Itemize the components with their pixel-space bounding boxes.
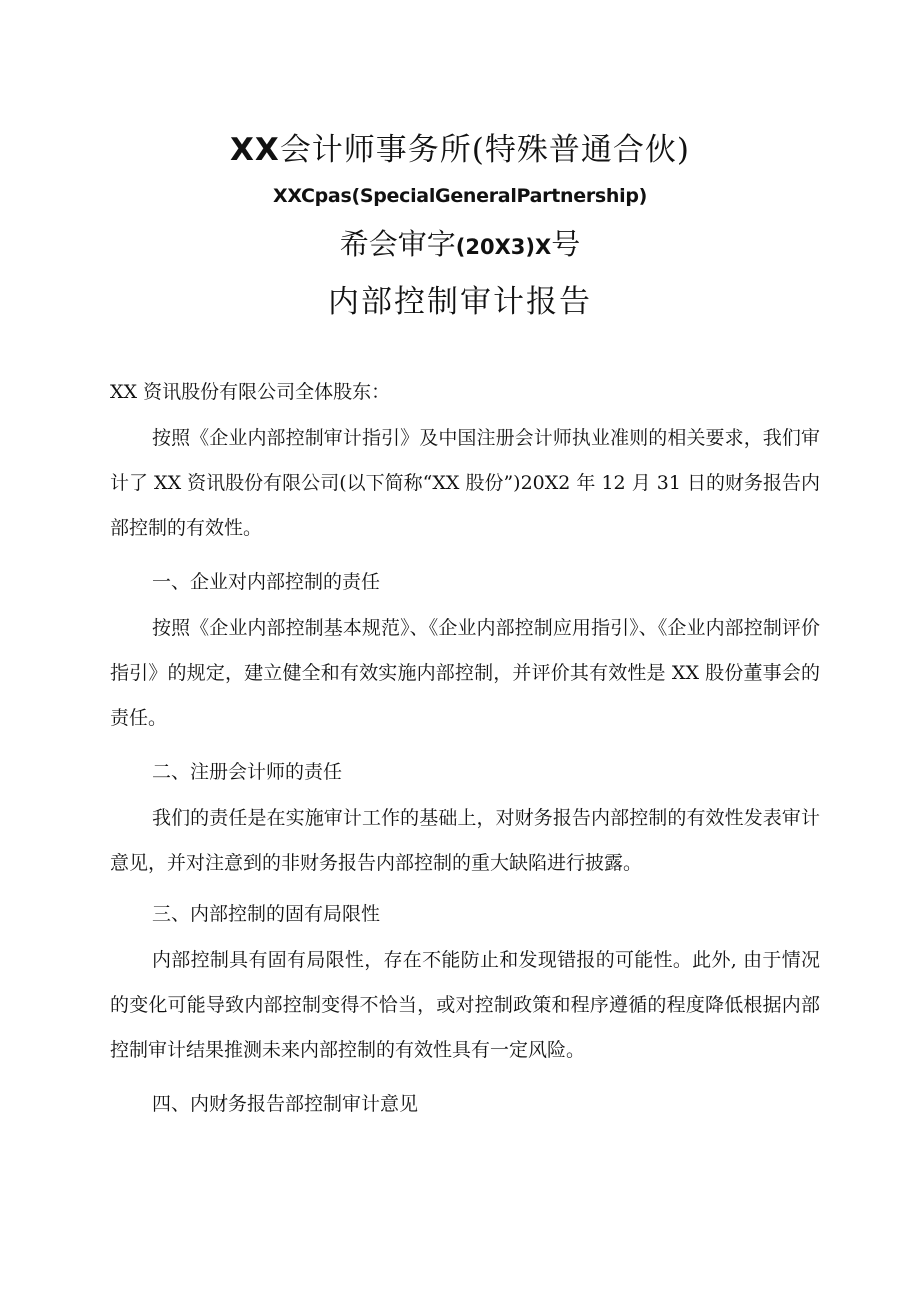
section-heading-4: 四、内财务报告部控制审计意见 — [152, 1093, 419, 1115]
reference-suffix: 号 — [551, 227, 581, 261]
reference-code: (20X3)X — [455, 235, 552, 259]
reference-prefix: 希会审字 — [339, 227, 456, 261]
section-heading-3: 三、内部控制的固有局限性 — [152, 903, 381, 925]
firm-name-cn — [0, 124, 920, 169]
firm-name-cn-text: 会计师事务所(特殊普通合伙) — [279, 132, 690, 168]
section-heading-2: 二、注册会计师的责任 — [152, 761, 343, 783]
firm-name-en: XXCpas(SpecialGeneralPartnership) — [272, 185, 648, 207]
salutation: XX 资讯股份有限公司全体股东： — [110, 381, 391, 403]
section-heading-1: 一、企业对内部控制的责任 — [152, 571, 381, 593]
intro-paragraph: 按照《企业内部控制审计指引》及中国注册会计师执业准则的相关要求，我们审计了 XX 资讯股份有限公司(以下简称“XX 股份”)20X2 年 12 月 31 日的财务报告内部控制的有效性。 — [110, 427, 820, 539]
section-text-3: 内部控制具有固有局限性，存在不能防止和发现错报的可能性。此外, 由于情况的变化可能导致内部控制变得不恰当，或对控制政策和程序遵循的程度降低根据内部控制审计结果推测未来内部控制的有效性具有一定风险。 — [110, 949, 820, 1061]
section-text-1: 按照《企业内部控制基本规范》、《企业内部控制应用指引》、《企业内部控制评价指引》的规定，建立健全和有效实施内部控制，并评价其有效性是 XX 股份董事会的责任。 — [110, 617, 820, 729]
reference-number — [0, 222, 920, 263]
section-text-2: 我们的责任是在实施审计工作的基础上，对财务报告内部控制的有效性发表审计意见，并对注意到的非财务报告内部控制的重大缺陷进行披露。 — [110, 807, 820, 874]
firm-name-prefix: XX — [230, 132, 280, 168]
report-title: 内部控制审计报告 — [328, 284, 592, 320]
